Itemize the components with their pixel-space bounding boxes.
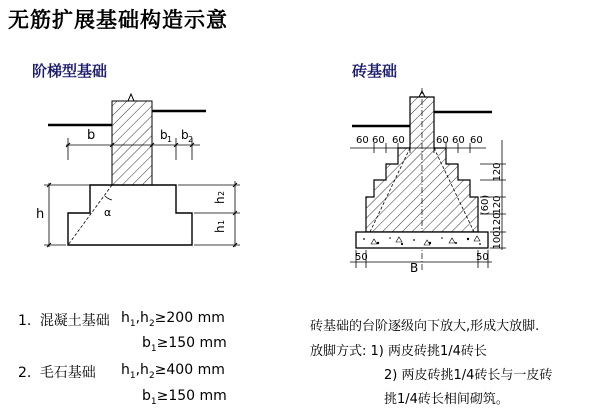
label-h1: h [213,225,227,233]
foundation-outline [68,185,192,245]
label-h: h [36,207,45,222]
brick-note-line-3: 2) 两皮砖挑1/4砖长与一皮砖 [384,368,553,383]
brick-foundation-title: 砖基础 [352,62,398,80]
dim-bottom-center: B [410,261,419,275]
note-item-2-name: 毛石基础 [39,365,96,381]
note-item-2-cond1: $h_1,h_2\ge 400$ mm [121,362,225,381]
note-item-2 [18,362,96,382]
label-b: b [87,128,96,143]
note-item-2-index: 2. [18,365,32,381]
note-item-1-cond2: $b_1\ge 150$ mm [142,335,227,354]
dim-top-left-1: 60 [356,135,369,146]
label-b2-sub: 2 [188,135,194,144]
stepped-foundation-diagram [36,94,240,247]
dim-top-right-3: 60 [470,135,483,146]
brick-foundation-diagram [350,88,506,275]
brick-note-line-1: 砖基础的台阶逐级向下放大,形成大放脚. [310,319,540,334]
wall [112,101,152,185]
dim-top-left-2: 60 [372,135,385,146]
dim-top-left-3: 60 [392,135,405,146]
dim-bottom-right: 50 [476,252,489,263]
note-item-1 [18,310,110,330]
dim-side-2: 120 [492,212,503,232]
dim-side-4: 120 [492,162,503,182]
brick-note-line-2: 放脚方式: 1) 两皮砖挑1/4砖长 [310,344,487,359]
dim-bottom-left: 50 [355,252,368,263]
dim-side-60: (60) [480,194,491,216]
label-h1-sub: 1 [217,219,226,225]
dim-side-1: 100 [492,230,503,250]
dim-side-3: 120 [492,195,503,215]
note-item-2-cond2: $b_1\ge 150$ mm [142,388,227,407]
label-h2-sub: 2 [217,190,226,196]
brick-note-line-4: 挑1/4砖长相间砌筑。 [384,392,509,407]
note-item-1-index: 1. [18,313,32,329]
note-item-1-name: 混凝土基础 [39,313,110,329]
dim-top-right-2: 60 [452,135,465,146]
label-h2: h [213,196,227,204]
dim-top-right-1: 60 [436,135,449,146]
stepped-foundation-title: 阶梯型基础 [32,62,108,80]
break-mark [128,94,134,101]
label-b2: b [181,128,189,142]
label-b1: b [160,128,168,142]
note-item-1-cond1: $h_1,h_2\ge 200$ mm [121,310,225,329]
label-alpha: α [104,206,112,219]
page-title: 无筋扩展基础构造示意 [8,7,228,32]
label-b1-sub: 1 [167,135,173,144]
